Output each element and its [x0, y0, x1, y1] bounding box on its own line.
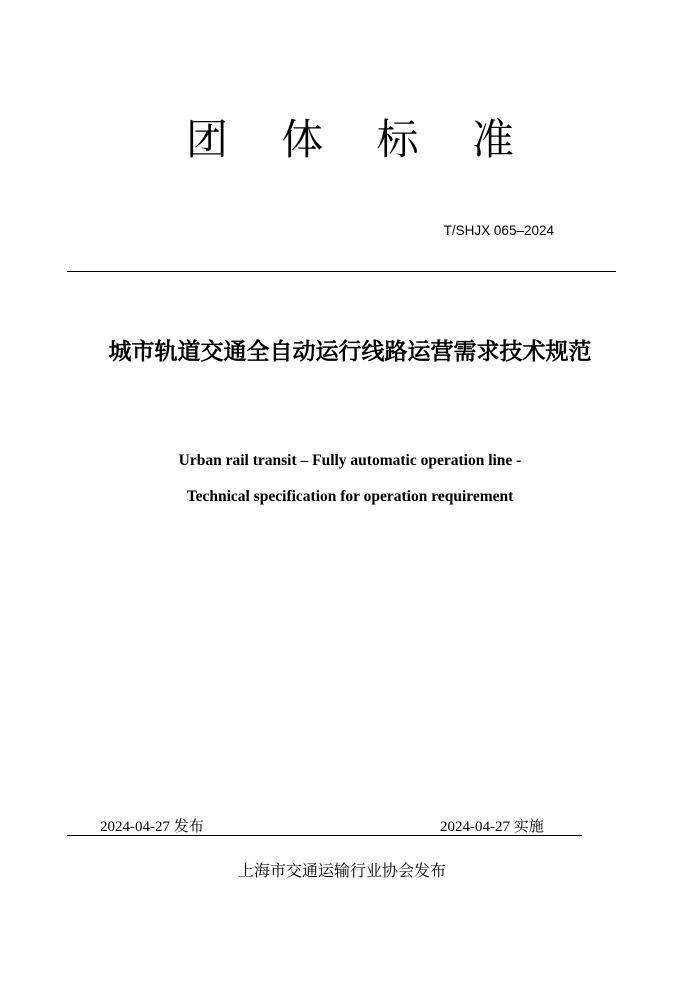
publisher: 上海市交通运输行业协会发布: [237, 861, 446, 880]
implementation-date: 2024-04-27 实施: [440, 819, 544, 835]
header-divider: [67, 271, 616, 272]
footer-divider: [67, 835, 582, 836]
standard-category-heading: 团 体 标 准: [185, 115, 535, 164]
standard-number: T/SHJX 065–2024: [443, 223, 554, 238]
english-title-line-1: Urban rail transit – Fully automatic operation line -: [178, 452, 522, 469]
issue-date: 2024-04-27 发布: [100, 819, 204, 835]
chinese-title: 城市轨道交通全自动运行线路运营需求技术规范: [108, 339, 592, 365]
english-title-line-2: Technical specification for operation requirement: [186, 488, 514, 505]
